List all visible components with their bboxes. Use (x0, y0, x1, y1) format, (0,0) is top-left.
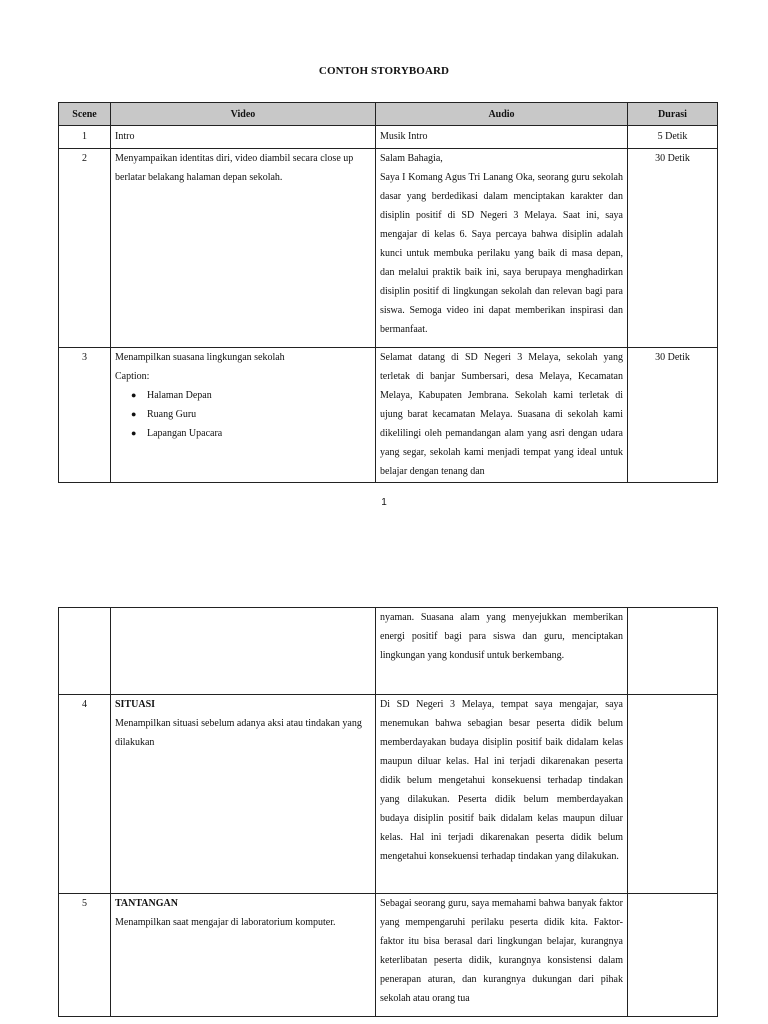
audio-cell: Sebagai seorang guru, saya memahami bahwa banyak faktor yang mempengaruhi perilaku peserta didik kita. Faktor- faktor itu bisa berasal dari lingkungan belajar, kurangnya keterlibatan peserta didik, kurangnya konsistensi dalam penerapan aturan, dan kurangnya dukungan dari pihak sekolah atau orang tua (376, 894, 628, 1017)
caption-text: Ruang Guru (147, 409, 197, 420)
header-scene: Scene (59, 103, 111, 126)
caption-item (131, 424, 371, 443)
video-cell (111, 608, 376, 695)
bullet-icon: ● (131, 390, 137, 400)
video-cell (111, 348, 376, 483)
table-row (59, 126, 718, 149)
table-row (59, 608, 718, 695)
table-row (59, 695, 718, 894)
video-cell: Intro (111, 126, 376, 149)
bullet-icon: ● (131, 409, 137, 419)
audio-text: Saya I Komang Agus Tri Lanang Oka, seorang guru sekolah dasar yang berdedikasi dalam menciptakan karakter dan disiplin positif di SD Negeri 3 Melaya. Saat ini, saya mengajar di kelas 6. Saya percaya bahwa disiplin adalah kunci untuk membuka perilaku yang baik di masa depan, dan melalui praktik baik ini, saya berupaya menghadirkan disiplin positif di lingkungan sekolah dan relevan bagi para siswa. Semoga video ini dapat memberikan inspirasi dan bermanfaat. (380, 172, 623, 335)
video-cell (111, 894, 376, 1017)
page-number: 1 (381, 497, 387, 508)
scene-cell: 5 (59, 894, 111, 1017)
scene-cell: 4 (59, 695, 111, 894)
audio-greeting: Salam Bahagia, (380, 153, 443, 164)
durasi-cell: 30 Detik (628, 149, 718, 348)
caption-label: Caption: (115, 371, 150, 382)
video-heading: TANTANGAN (115, 898, 178, 909)
table-header-row (59, 103, 718, 126)
durasi-cell (628, 894, 718, 1017)
durasi-cell: 5 Detik (628, 126, 718, 149)
video-cell (111, 695, 376, 894)
table-row (59, 348, 718, 483)
header-durasi: Durasi (628, 103, 718, 126)
caption-text: Halaman Depan (147, 390, 212, 401)
bullet-icon: ● (131, 428, 137, 438)
video-text: Menampilkan suasana lingkungan sekolah (115, 352, 285, 363)
durasi-cell (628, 608, 718, 695)
header-video: Video (111, 103, 376, 126)
caption-list (115, 386, 371, 443)
video-text: Menampilkan saat mengajar di laboratorium komputer. (115, 917, 336, 928)
durasi-cell: 30 Detik (628, 348, 718, 483)
table-row (59, 149, 718, 348)
caption-item (131, 405, 371, 424)
video-cell: Menyampaikan identitas diri, video diambil secara close up berlatar belakang halaman depan sekolah. (111, 149, 376, 348)
audio-cell (376, 149, 628, 348)
caption-item (131, 386, 371, 405)
scene-cell: 1 (59, 126, 111, 149)
storyboard-table-page-2 (58, 607, 718, 1017)
audio-cell: Selamat datang di SD Negeri 3 Melaya, sekolah yang terletak di banjar Sumbersari, desa Melaya, Kecamatan Melaya, Kabupaten Jembrana. Sekolah kami terletak di ujung barat kecamatan Melaya. Suasana di sekolah kami dikelilingi oleh pemandangan alam yang asri dengan udara yang segar, sekolah kami menjadi tempat yang ideal untuk belajar dengan tenang dan (376, 348, 628, 483)
page-title: CONTOH STORYBOARD (318, 65, 450, 77)
storyboard-table-page-1 (58, 102, 718, 483)
video-heading: SITUASI (115, 699, 156, 710)
table-row (59, 894, 718, 1017)
audio-cell: Musik Intro (376, 126, 628, 149)
header-audio: Audio (376, 103, 628, 126)
durasi-cell (628, 695, 718, 894)
scene-cell (59, 608, 111, 695)
audio-cell: Di SD Negeri 3 Melaya, tempat saya mengajar, saya menemukan bahwa sebagian besar peserta didik belum memberdayakan budaya disiplin positif baik didalam kelas maupun diluar kelas. Hal ini terjadi dikarenakan peserta didik belum mengetahui konsekuensi terhadap tindakan yang dilakukan. Peserta didik belum memberdayakan budaya disiplin positif baik didalam kelas maupun diluar kelas. Hal ini terjadi dikarenakan peserta didik belum mengetahui konsekuensi terhadap tindakan yang dilakukan. (376, 695, 628, 894)
scene-cell: 3 (59, 348, 111, 483)
caption-text: Lapangan Upacara (147, 428, 223, 439)
video-text: Menampilkan situasi sebelum adanya aksi atau tindakan yang dilakukan (115, 718, 362, 748)
scene-cell: 2 (59, 149, 111, 348)
audio-cell: nyaman. Suasana alam yang menyejukkan memberikan energi positif bagi para siswa dan guru, menciptakan lingkungan yang kondusif untuk berkembang. (376, 608, 628, 695)
